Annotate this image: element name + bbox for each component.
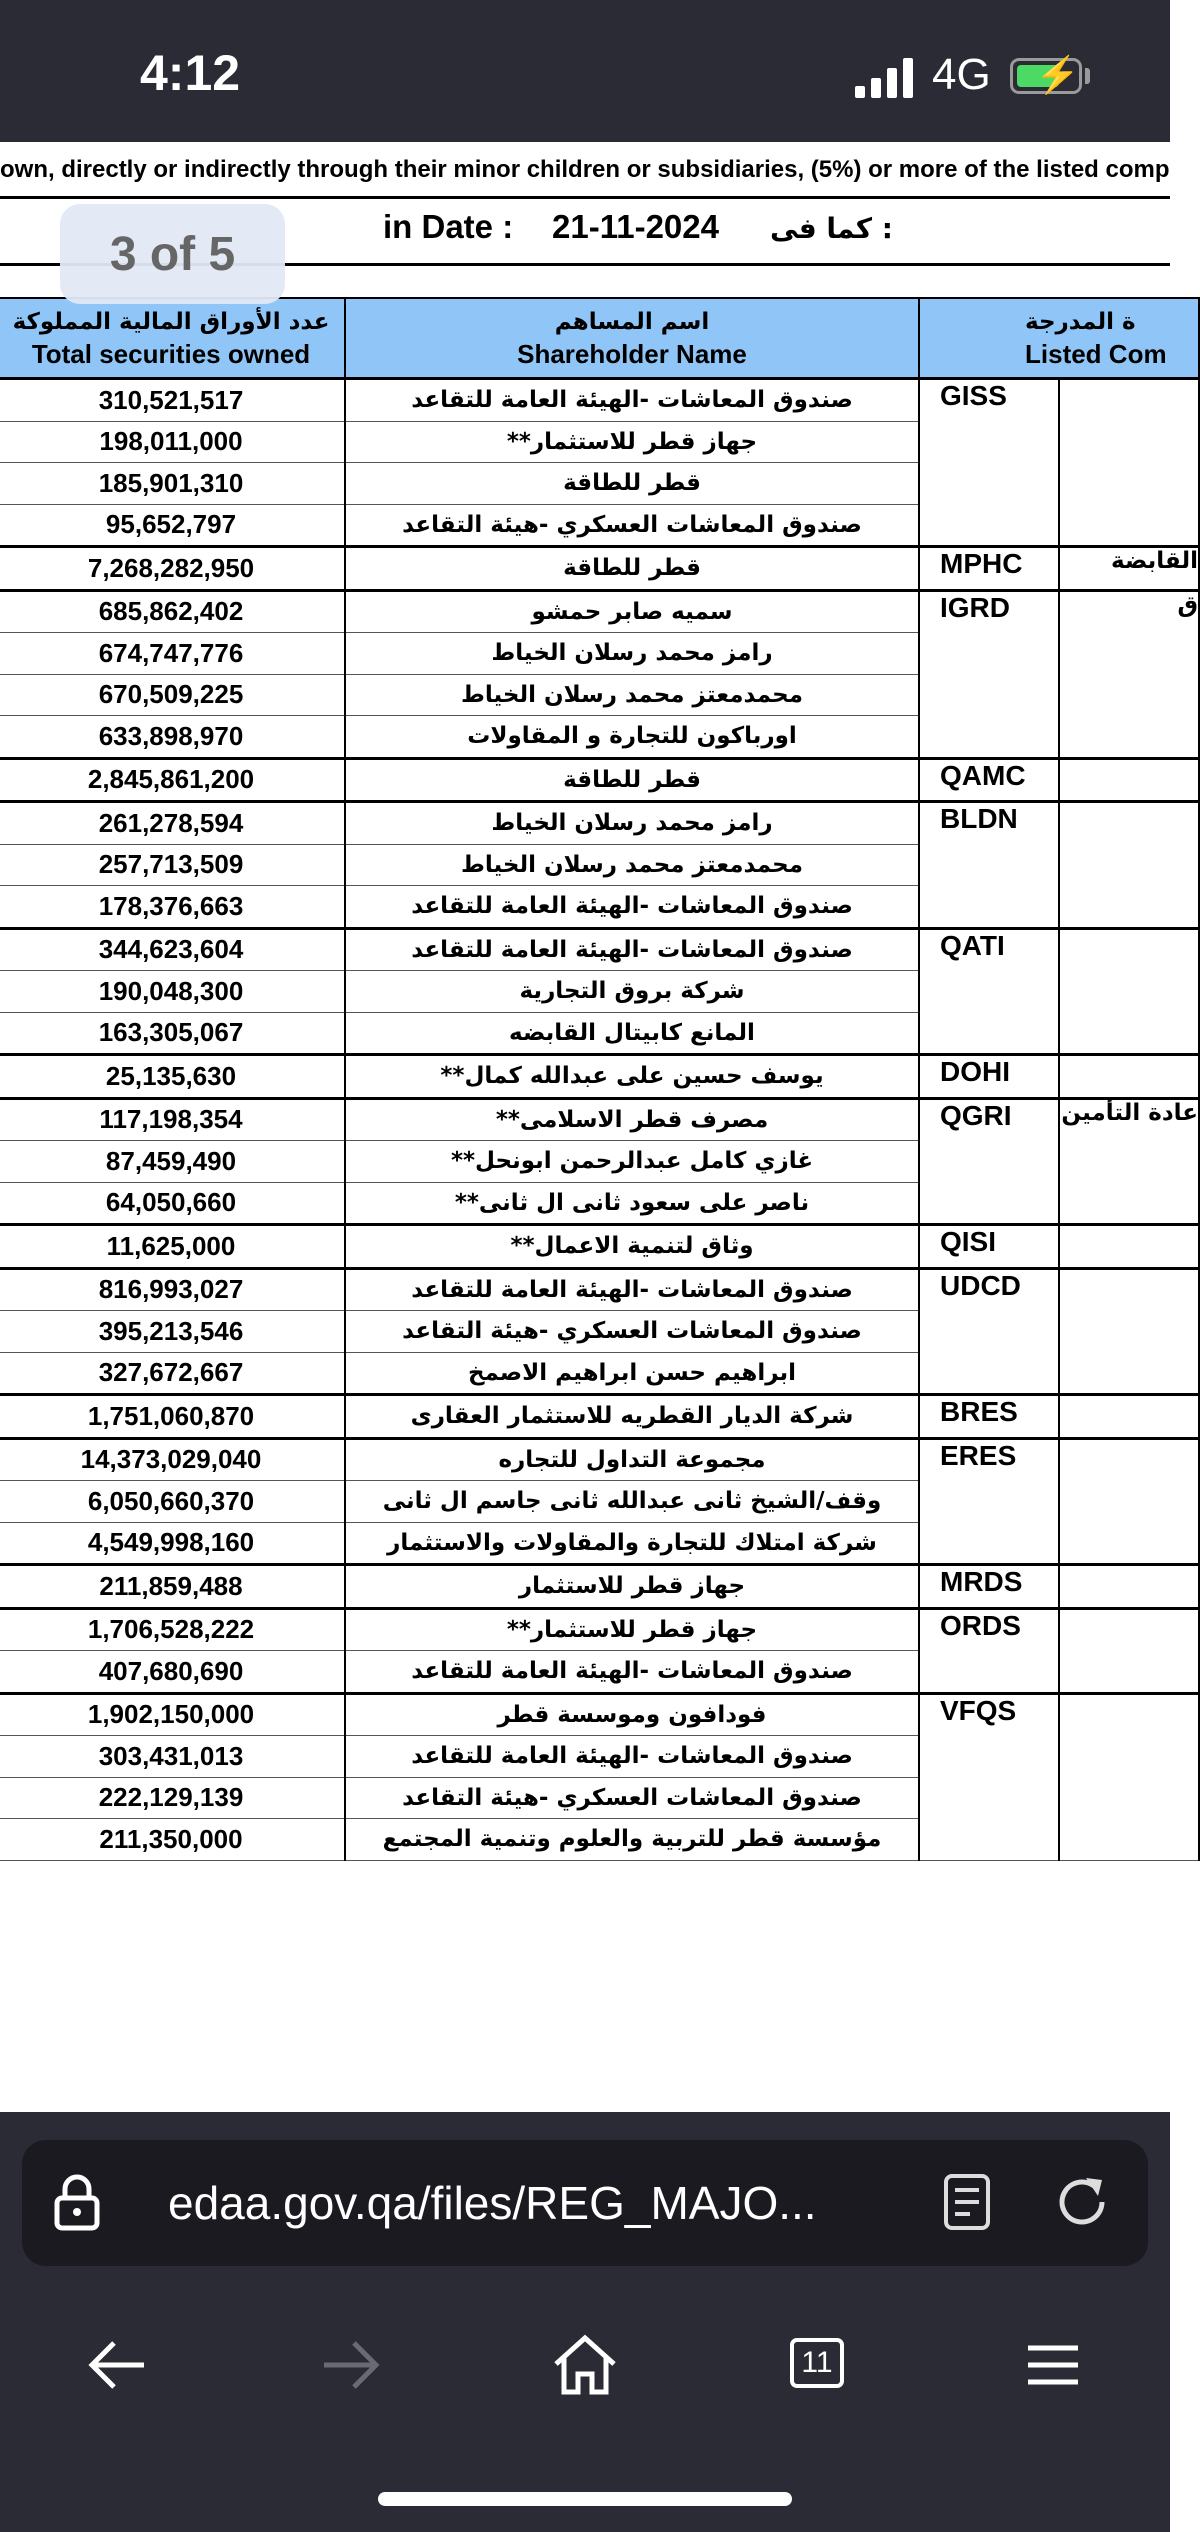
shareholder-name-cell: مؤسسة قطر للتربية والعلوم وتنمية المجتمع bbox=[345, 1819, 919, 1861]
shareholder-name-cell: جهاز قطر للاستثمار bbox=[345, 1565, 919, 1609]
table-row bbox=[0, 1565, 1199, 1609]
shareholder-name-cell: جهاز قطر للاستثمار** bbox=[345, 1608, 919, 1651]
table-row bbox=[0, 1098, 1199, 1141]
shareholder-name-cell: قطر للطاقة bbox=[345, 758, 919, 802]
total-securities-cell: 633,898,970 bbox=[0, 716, 345, 759]
home-icon[interactable] bbox=[550, 2330, 620, 2400]
table-row bbox=[0, 1225, 1199, 1269]
col-total-en: Total securities owned bbox=[31, 339, 311, 369]
shareholder-name-cell: شركة الديار القطريه للاستثمار العقارى bbox=[345, 1395, 919, 1439]
total-securities-cell: 222,129,139 bbox=[0, 1777, 345, 1819]
shareholder-name-cell: صندوق المعاشات -الهيئة العامة للتقاعد bbox=[345, 1268, 919, 1311]
listed-company-cell bbox=[1059, 1438, 1199, 1565]
table-row bbox=[0, 758, 1199, 802]
company-symbol-cell: VFQS bbox=[919, 1693, 1059, 1860]
listed-company-cell bbox=[1059, 928, 1199, 1055]
company-symbol-cell: MPHC bbox=[919, 547, 1059, 591]
listed-company-cell bbox=[1059, 1565, 1199, 1609]
company-symbol-cell: IGRD bbox=[919, 590, 1059, 758]
total-securities-cell: 190,048,300 bbox=[0, 971, 345, 1013]
table-row bbox=[0, 1438, 1199, 1481]
shareholder-name-cell: صندوق المعاشات العسكري -هيئة التقاعد bbox=[345, 1311, 919, 1353]
table-row bbox=[0, 590, 1199, 633]
total-securities-cell: 670,509,225 bbox=[0, 674, 345, 716]
total-securities-cell: 211,350,000 bbox=[0, 1819, 345, 1861]
network-type: 4G bbox=[932, 50, 991, 99]
total-securities-cell: 1,902,150,000 bbox=[0, 1693, 345, 1736]
shareholder-name-cell: رامز محمد رسلان الخياط bbox=[345, 633, 919, 675]
shareholder-name-cell: قطر للطاقة bbox=[345, 463, 919, 505]
shareholder-name-cell: ابراهيم حسن ابراهيم الاصمخ bbox=[345, 1352, 919, 1395]
company-symbol-cell: QISI bbox=[919, 1225, 1059, 1269]
company-symbol-cell: UDCD bbox=[919, 1268, 1059, 1395]
table-row bbox=[0, 1693, 1199, 1736]
company-symbol-cell: DOHI bbox=[919, 1055, 1059, 1099]
total-securities-cell: 11,625,000 bbox=[0, 1225, 345, 1269]
table-header-row bbox=[0, 298, 1199, 379]
table-body bbox=[0, 379, 1199, 1861]
col-name-ar: اسم المساهم bbox=[554, 309, 710, 335]
listed-company-cell bbox=[1059, 1693, 1199, 1860]
total-securities-cell: 303,431,013 bbox=[0, 1736, 345, 1778]
forward-icon bbox=[316, 2330, 386, 2400]
total-securities-cell: 198,011,000 bbox=[0, 421, 345, 463]
shareholders-table-wrap bbox=[0, 297, 1199, 1861]
shareholder-name-cell: رامز محمد رسلان الخياط bbox=[345, 802, 919, 845]
total-securities-cell: 816,993,027 bbox=[0, 1268, 345, 1311]
listed-company-cell bbox=[1059, 758, 1199, 802]
total-securities-cell: 310,521,517 bbox=[0, 379, 345, 422]
date-label-ar: كما فى : bbox=[770, 212, 893, 245]
listed-company-cell: القابضة bbox=[1059, 547, 1199, 591]
listed-company-cell: عادة التأمين bbox=[1059, 1098, 1199, 1225]
company-symbol-cell: ERES bbox=[919, 1438, 1059, 1565]
status-bar bbox=[0, 0, 1170, 142]
tab-count: 11 bbox=[801, 2346, 833, 2379]
cellular-signal-icon bbox=[855, 58, 917, 98]
total-securities-cell: 7,268,282,950 bbox=[0, 547, 345, 591]
shareholder-name-cell: صندوق المعاشات -الهيئة العامة للتقاعد bbox=[345, 1651, 919, 1694]
col-name-en: Shareholder Name bbox=[517, 339, 747, 369]
table-row bbox=[0, 1268, 1199, 1311]
table-row bbox=[0, 1055, 1199, 1099]
shareholder-name-cell: اورباكون للتجارة و المقاولات bbox=[345, 716, 919, 759]
address-bar[interactable] bbox=[22, 2140, 1148, 2266]
total-securities-cell: 163,305,067 bbox=[0, 1012, 345, 1055]
listed-company-cell bbox=[1059, 1268, 1199, 1395]
shareholder-name-cell: شركة بروق التجارية bbox=[345, 971, 919, 1013]
total-securities-cell: 685,862,402 bbox=[0, 590, 345, 633]
shareholder-name-cell: محمدمعتز محمد رسلان الخياط bbox=[345, 844, 919, 886]
listed-company-cell bbox=[1059, 1395, 1199, 1439]
total-securities-cell: 185,901,310 bbox=[0, 463, 345, 505]
shareholder-name-cell: صندوق المعاشات -الهيئة العامة للتقاعد bbox=[345, 886, 919, 929]
table-row bbox=[0, 1608, 1199, 1651]
company-symbol-cell: QGRI bbox=[919, 1098, 1059, 1225]
company-symbol-cell: QATI bbox=[919, 928, 1059, 1055]
url-text[interactable]: edaa.gov.qa/files/REG_MAJO... bbox=[168, 2177, 817, 2229]
table-row bbox=[0, 547, 1199, 591]
shareholder-name-cell: مصرف قطر الاسلامى** bbox=[345, 1098, 919, 1141]
total-securities-cell: 14,373,029,040 bbox=[0, 1438, 345, 1481]
total-securities-cell: 674,747,776 bbox=[0, 633, 345, 675]
total-securities-cell: 64,050,660 bbox=[0, 1182, 345, 1225]
shareholder-name-cell: وقف/الشيخ ثانى عبدالله ثانى جاسم ال ثانى bbox=[345, 1481, 919, 1523]
home-indicator[interactable] bbox=[378, 2492, 792, 2506]
shareholder-name-cell: يوسف حسين على عبدالله كمال** bbox=[345, 1055, 919, 1099]
shareholder-name-cell: صندوق المعاشات العسكري -هيئة التقاعد bbox=[345, 1777, 919, 1819]
shareholder-name-cell: شركة امتلاك للتجارة والمقاولات والاستثمار bbox=[345, 1522, 919, 1565]
listed-company-cell bbox=[1059, 379, 1199, 547]
col-listed-en: Listed Com bbox=[1025, 339, 1167, 369]
shareholder-name-cell: سميه صابر حمشو bbox=[345, 590, 919, 633]
shareholder-name-cell: غازي كامل عبدالرحمن ابونحل** bbox=[345, 1141, 919, 1183]
tabs-icon bbox=[790, 2338, 844, 2388]
table-row bbox=[0, 802, 1199, 845]
company-symbol-cell: BRES bbox=[919, 1395, 1059, 1439]
total-securities-cell: 327,672,667 bbox=[0, 1352, 345, 1395]
company-symbol-cell: BLDN bbox=[919, 802, 1059, 929]
pdf-page[interactable] bbox=[0, 142, 1199, 2112]
listed-company-cell bbox=[1059, 1225, 1199, 1269]
lock-icon bbox=[52, 2172, 102, 2232]
shareholders-table bbox=[0, 297, 1200, 1861]
total-securities-cell: 261,278,594 bbox=[0, 802, 345, 845]
document-header: own, directly or indirectly through their minor children or subsidiaries, (5%) or more of the listed comp bbox=[0, 156, 1170, 183]
menu-icon[interactable] bbox=[1018, 2330, 1088, 2400]
company-symbol-cell: QAMC bbox=[919, 758, 1059, 802]
col-shareholder-name bbox=[345, 298, 919, 379]
total-securities-cell: 117,198,354 bbox=[0, 1098, 345, 1141]
listed-company-cell bbox=[1059, 1055, 1199, 1099]
total-securities-cell: 395,213,546 bbox=[0, 1311, 345, 1353]
company-symbol-cell: ORDS bbox=[919, 1608, 1059, 1693]
col-listed-ar: ة المدرجة bbox=[1025, 309, 1136, 335]
col-total-ar: عدد الأوراق المالية المملوكة bbox=[12, 309, 330, 335]
total-securities-cell: 6,050,660,370 bbox=[0, 1481, 345, 1523]
shareholder-name-cell: جهاز قطر للاستثمار** bbox=[345, 421, 919, 463]
shareholder-name-cell: صندوق المعاشات -الهيئة العامة للتقاعد bbox=[345, 1736, 919, 1778]
reader-mode-icon[interactable] bbox=[940, 2172, 994, 2232]
total-securities-cell: 4,549,998,160 bbox=[0, 1522, 345, 1565]
listed-company-cell bbox=[1059, 802, 1199, 929]
listed-company-cell bbox=[1059, 1608, 1199, 1693]
shareholder-name-cell: المانع كابيتال القابضه bbox=[345, 1012, 919, 1055]
shareholder-name-cell: ناصر على سعود ثانى ال ثانى** bbox=[345, 1182, 919, 1225]
shareholder-name-cell: صندوق المعاشات العسكري -هيئة التقاعد bbox=[345, 504, 919, 547]
status-time: 4:12 bbox=[140, 45, 241, 101]
shareholder-name-cell: صندوق المعاشات -الهيئة العامة للتقاعد bbox=[345, 379, 919, 422]
col-listed-company bbox=[919, 298, 1199, 379]
table-row bbox=[0, 928, 1199, 971]
date-value: 21-11-2024 bbox=[552, 208, 719, 245]
shareholder-name-cell: صندوق المعاشات -الهيئة العامة للتقاعد bbox=[345, 928, 919, 971]
total-securities-cell: 407,680,690 bbox=[0, 1651, 345, 1694]
page-indicator: 3 of 5 bbox=[60, 204, 285, 304]
total-securities-cell: 178,376,663 bbox=[0, 886, 345, 929]
battery-cap bbox=[1085, 68, 1090, 84]
table-row bbox=[0, 1395, 1199, 1439]
tabs-button[interactable] bbox=[784, 2330, 854, 2400]
listed-company-cell: ق bbox=[1059, 590, 1199, 758]
col-total-securities bbox=[0, 298, 345, 379]
company-symbol-cell: GISS bbox=[919, 379, 1059, 547]
reload-icon[interactable] bbox=[1052, 2172, 1112, 2232]
total-securities-cell: 95,652,797 bbox=[0, 504, 345, 547]
total-securities-cell: 257,713,509 bbox=[0, 844, 345, 886]
back-icon[interactable] bbox=[82, 2330, 152, 2400]
company-symbol-cell: MRDS bbox=[919, 1565, 1059, 1609]
shareholder-name-cell: مجموعة التداول للتجاره bbox=[345, 1438, 919, 1481]
total-securities-cell: 2,845,861,200 bbox=[0, 758, 345, 802]
shareholder-name-cell: قطر للطاقة bbox=[345, 547, 919, 591]
total-securities-cell: 211,859,488 bbox=[0, 1565, 345, 1609]
browser-toolbar bbox=[0, 2112, 1170, 2532]
date-label: in Date : bbox=[383, 208, 514, 245]
total-securities-cell: 25,135,630 bbox=[0, 1055, 345, 1099]
total-securities-cell: 1,706,528,222 bbox=[0, 1608, 345, 1651]
shareholder-name-cell: فودافون وموسسة قطر bbox=[345, 1693, 919, 1736]
battery-icon: ⚡ bbox=[1010, 58, 1082, 94]
total-securities-cell: 1,751,060,870 bbox=[0, 1395, 345, 1439]
shareholder-name-cell: وثاق لتنمية الاعمال** bbox=[345, 1225, 919, 1269]
table-row bbox=[0, 379, 1199, 422]
total-securities-cell: 87,459,490 bbox=[0, 1141, 345, 1183]
header-rule bbox=[0, 196, 1170, 199]
total-securities-cell: 344,623,604 bbox=[0, 928, 345, 971]
shareholder-name-cell: محمدمعتز محمد رسلان الخياط bbox=[345, 674, 919, 716]
